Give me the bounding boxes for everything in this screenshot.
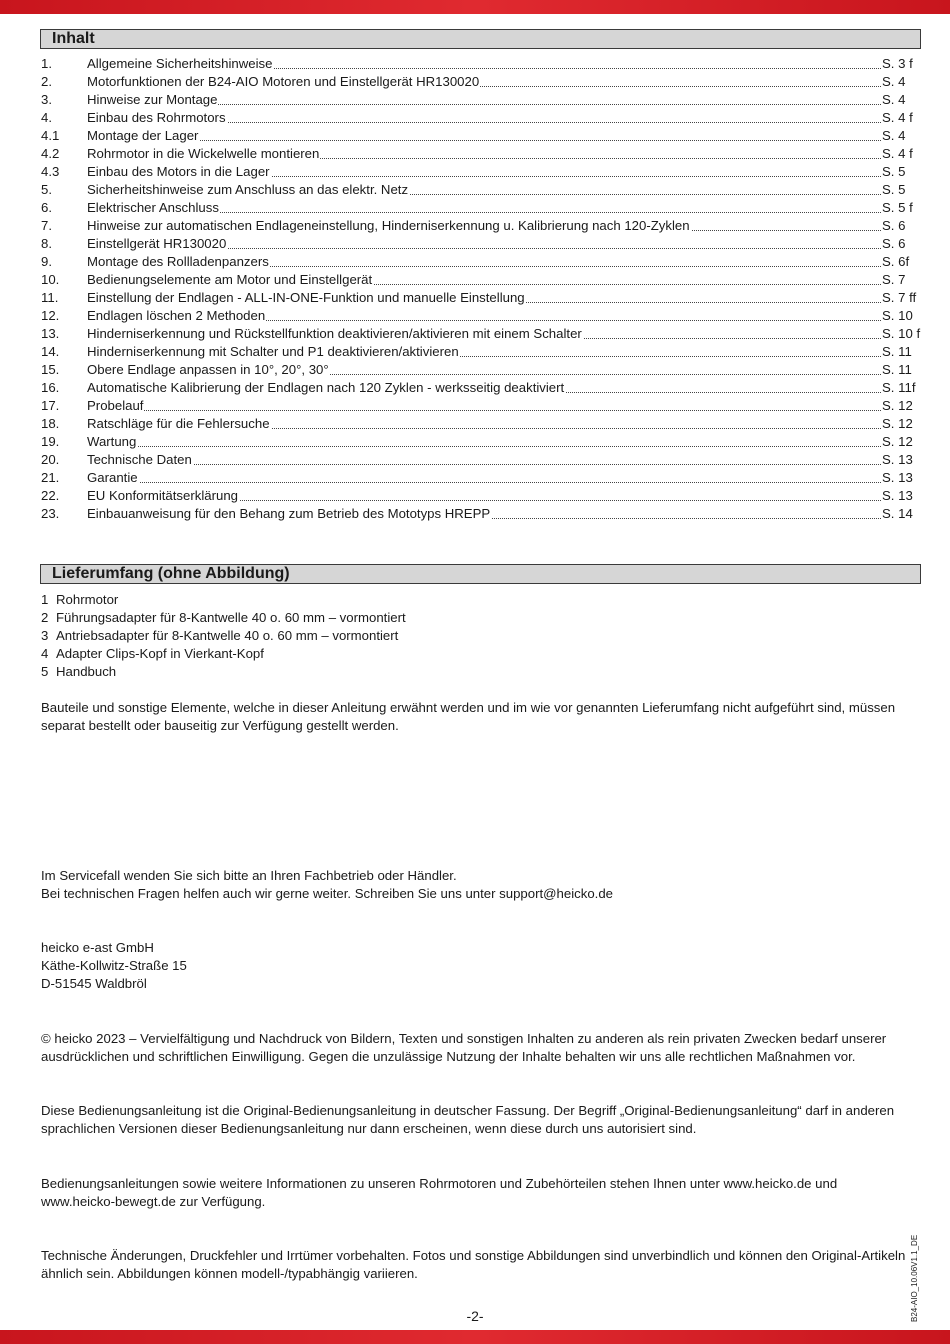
toc-entry-title: Sicherheitshinweise zum Anschluss an das elektr. Netz xyxy=(87,181,881,199)
toc-entry-number: 23. xyxy=(41,506,60,521)
toc-entry-number: 6. xyxy=(41,200,52,215)
toc-entry-page: S. 13 xyxy=(882,488,913,503)
toc-entry-title: EU Konformitätserklärung xyxy=(87,487,881,505)
toc-entry-page: S. 6 xyxy=(882,218,906,233)
toc-entry-number: 21. xyxy=(41,470,60,485)
scope-item xyxy=(41,627,406,645)
toc-entry xyxy=(41,469,921,487)
scope-item-text: Adapter Clips-Kopf in Vierkant-Kopf xyxy=(56,646,264,661)
toc-entry-number: 4. xyxy=(41,110,52,125)
toc-entry-title: Automatische Kalibrierung der Endlagen nach 120 Zyklen - werksseitig deaktiviert xyxy=(87,379,881,397)
toc-entry-title: Einbau des Motors in die Lager xyxy=(87,163,881,181)
scope-item-text: Antriebsadapter für 8-Kantwelle 40 o. 60 mm – vormontiert xyxy=(56,628,399,643)
scope-item-number: 1 xyxy=(41,592,49,607)
toc-entry-number: 15. xyxy=(41,362,60,377)
table-of-contents xyxy=(41,55,921,523)
toc-entry-number: 2. xyxy=(41,74,52,89)
copyright-line: © heicko 2023 – Vervielfältigung und Nachdruck von Bildern, Texten und sonstigen Inhalten zu anderen als rein privaten Zwecken bedarf unserer xyxy=(41,1031,887,1046)
scope-item xyxy=(41,609,406,627)
document-code-text: B24-AIO_10.06V1.1_DE xyxy=(910,1234,919,1322)
toc-entry xyxy=(41,235,921,253)
toc-entry-number: 18. xyxy=(41,416,60,431)
toc-entry xyxy=(41,379,921,397)
scope-item-text: Rohrmotor xyxy=(56,592,119,607)
toc-entry-page: S. 12 xyxy=(882,416,913,431)
toc-entry-title: Hinweise zur automatischen Endlageneinstellung, Hinderniserkennung u. Kalibrierung nach 120-Zyklen xyxy=(87,217,881,235)
toc-entry xyxy=(41,361,921,379)
scope-item xyxy=(41,591,406,609)
toc-entry-title: Garantie xyxy=(87,469,881,487)
copyright-line: ausdrücklichen und schriftlichen Einwilligung. Gegen die unzulässige Nutzung der Inhalte behalten wir uns alle rechtlichen Maßnahmen vor. xyxy=(41,1049,856,1064)
scope-item-text: Handbuch xyxy=(56,664,117,679)
original-notice-line: Diese Bedienungsanleitung ist die Original-Bedienungsanleitung in deutscher Fassung. Der Begriff „Original-Bedienungsanleitung“ darf in anderen xyxy=(41,1103,895,1118)
scope-item-number: 2 xyxy=(41,610,49,625)
toc-entry-number: 4.2 xyxy=(41,146,60,161)
toc-entry-title: Einbauanweisung für den Behang zum Betrieb des Mototyps HREPP xyxy=(87,505,881,523)
toc-entry-page: S. 13 xyxy=(882,470,913,485)
scope-item-number: 5 xyxy=(41,664,49,679)
toc-entry xyxy=(41,271,921,289)
toc-entry xyxy=(41,307,921,325)
toc-entry-page: S. 10 xyxy=(882,308,913,323)
toc-entry xyxy=(41,163,921,181)
top-red-band xyxy=(0,0,950,14)
toc-entry-page: S. 6 xyxy=(882,236,906,251)
toc-entry xyxy=(41,73,921,91)
toc-entry-page: S. 13 xyxy=(882,452,913,467)
toc-entry-page: S. 4 f xyxy=(882,110,913,125)
toc-entry-title: Einbau des Rohrmotors xyxy=(87,109,881,127)
toc-entry-title: Hinweise zur Montage xyxy=(87,91,881,109)
scope-list xyxy=(41,591,406,681)
page-number: -2- xyxy=(466,1308,484,1324)
service-paragraph xyxy=(41,867,911,903)
scope-item-number: 3 xyxy=(41,628,49,643)
scope-note-line: Bauteile und sonstige Elemente, welche in dieser Anleitung erwähnt werden und im wie vor genannten Lieferumfang nicht aufgeführt sind, müssen xyxy=(41,700,896,715)
toc-entry-page: S. 12 xyxy=(882,398,913,413)
toc-entry xyxy=(41,91,921,109)
scope-item xyxy=(41,663,406,681)
toc-entry-title: Technische Daten xyxy=(87,451,881,469)
toc-entry-number: 8. xyxy=(41,236,52,251)
toc-entry-page: S. 14 xyxy=(882,506,913,521)
toc-entry-page: S. 11 xyxy=(882,362,912,377)
toc-entry-number: 13. xyxy=(41,326,60,341)
original-notice-paragraph xyxy=(41,1102,911,1138)
toc-entry-page: S. 7 xyxy=(882,272,906,287)
copyright-paragraph xyxy=(41,1030,911,1066)
scope-item xyxy=(41,645,406,663)
toc-entry-number: 19. xyxy=(41,434,60,449)
toc-entry-title: Wartung xyxy=(87,433,881,451)
toc-entry-page: S. 5 f xyxy=(882,200,913,215)
scope-note xyxy=(41,699,911,735)
scope-item-text: Führungsadapter für 8-Kantwelle 40 o. 60 mm – vormontiert xyxy=(56,610,406,625)
toc-entry xyxy=(41,289,921,307)
toc-entry-number: 17. xyxy=(41,398,60,413)
toc-entry-title: Einstellung der Endlagen - ALL-IN-ONE-Funktion und manuelle Einstellung xyxy=(87,289,881,307)
toc-entry-page: S. 5 xyxy=(882,164,906,179)
toc-entry-title: Endlagen löschen 2 Methoden xyxy=(87,307,881,325)
toc-entry-number: 10. xyxy=(41,272,60,287)
scope-item-number: 4 xyxy=(41,646,49,661)
toc-entry-title: Bedienungselemente am Motor und Einstellgerät xyxy=(87,271,881,289)
toc-entry-number: 7. xyxy=(41,218,52,233)
toc-entry-page: S. 11 xyxy=(882,344,912,359)
toc-entry xyxy=(41,325,921,343)
toc-entry xyxy=(41,415,921,433)
disclaimer-line: ähnlich sein. Abbildungen können modell-/typabhängig variieren. xyxy=(41,1266,418,1281)
toc-entry xyxy=(41,109,921,127)
toc-entry-page: S. 4 f xyxy=(882,146,913,161)
toc-entry xyxy=(41,397,921,415)
scope-note-line: separat bestellt oder bauseitig zur Verfügung gestellt werden. xyxy=(41,718,399,733)
toc-entry xyxy=(41,451,921,469)
scope-heading: Lieferumfang (ohne Abbildung) xyxy=(40,564,921,584)
toc-entry-page: S. 7 ff xyxy=(882,290,917,305)
toc-entry xyxy=(41,343,921,361)
info-line: Bedienungsanleitungen sowie weitere Informationen zu unseren Rohrmotoren und Zubehörteilen stehen Ihnen unter www.heicko.de und xyxy=(41,1176,838,1191)
toc-entry xyxy=(41,181,921,199)
toc-entry xyxy=(41,217,921,235)
toc-entry-title: Probelauf xyxy=(87,397,881,415)
toc-entry xyxy=(41,145,921,163)
toc-entry-number: 20. xyxy=(41,452,60,467)
toc-entry-page: S. 10 f xyxy=(882,326,921,341)
bottom-red-band xyxy=(0,1330,950,1344)
toc-entry-page: S. 4 xyxy=(882,128,906,143)
toc-entry xyxy=(41,433,921,451)
toc-entry-number: 5. xyxy=(41,182,52,197)
toc-entry xyxy=(41,487,921,505)
toc-entry xyxy=(41,127,921,145)
service-line: Im Servicefall wenden Sie sich bitte an Ihren Fachbetrieb oder Händler. xyxy=(41,868,457,883)
toc-entry-title: Hinderniserkennung mit Schalter und P1 deaktivieren/aktivieren xyxy=(87,343,881,361)
toc-entry-number: 9. xyxy=(41,254,52,269)
company-name: heicko e-ast GmbH xyxy=(41,940,154,955)
toc-entry xyxy=(41,253,921,271)
toc-entry-title: Elektrischer Anschluss xyxy=(87,199,881,217)
toc-entry-page: S. 11f xyxy=(882,380,916,395)
toc-entry-title: Ratschläge für die Fehlersuche xyxy=(87,415,881,433)
toc-entry xyxy=(41,199,921,217)
toc-entry-number: 4.1 xyxy=(41,128,60,143)
company-street: Käthe-Kollwitz-Straße 15 xyxy=(41,958,187,973)
toc-entry-number: 16. xyxy=(41,380,60,395)
info-paragraph xyxy=(41,1175,911,1211)
original-notice-line: sprachlichen Versionen dieser Bedienungsanleitung nur dann erscheinen, wenn diese durch uns autorisiert sind. xyxy=(41,1121,697,1136)
disclaimer-paragraph xyxy=(41,1247,911,1283)
toc-entry-page: S. 12 xyxy=(882,434,913,449)
toc-entry-page: S. 3 f xyxy=(882,56,913,71)
toc-entry-page: S. 5 xyxy=(882,182,906,197)
toc-entry-title: Obere Endlage anpassen in 10°, 20°, 30° xyxy=(87,361,881,379)
toc-entry-page: S. 6f xyxy=(882,254,910,269)
toc-entry-page: S. 4 xyxy=(882,74,906,89)
info-line: www.heicko-bewegt.de zur Verfügung. xyxy=(41,1194,266,1209)
toc-entry xyxy=(41,505,921,523)
toc-entry-number: 22. xyxy=(41,488,60,503)
toc-entry-title: Motorfunktionen der B24-AIO Motoren und Einstellgerät HR130020 xyxy=(87,73,881,91)
company-address xyxy=(41,939,911,993)
toc-entry-title: Rohrmotor in die Wickelwelle montieren xyxy=(87,145,881,163)
toc-entry-title: Allgemeine Sicherheitshinweise xyxy=(87,55,881,73)
toc-entry-number: 1. xyxy=(41,56,52,71)
company-city: D-51545 Waldbröl xyxy=(41,976,147,991)
toc-entry xyxy=(41,55,921,73)
toc-entry-number: 12. xyxy=(41,308,60,323)
toc-entry-page: S. 4 xyxy=(882,92,906,107)
toc-entry-title: Montage des Rollladenpanzers xyxy=(87,253,881,271)
toc-entry-title: Hinderniserkennung und Rückstellfunktion deaktivieren/aktivieren mit einem Schalter xyxy=(87,325,881,343)
toc-entry-number: 4.3 xyxy=(41,164,60,179)
toc-entry-title: Einstellgerät HR130020 xyxy=(87,235,881,253)
toc-entry-number: 3. xyxy=(41,92,52,107)
toc-heading: Inhalt xyxy=(40,29,921,49)
toc-entry-number: 11. xyxy=(41,290,59,305)
toc-entry-number: 14. xyxy=(41,344,60,359)
disclaimer-line: Technische Änderungen, Druckfehler und Irrtümer vorbehalten. Fotos und sonstige Abbildungen sind unverbindlich und können den Original-Artikeln xyxy=(41,1248,906,1263)
service-line: Bei technischen Fragen helfen auch wir gerne weiter. Schreiben Sie uns unter support@heicko.de xyxy=(41,886,613,901)
toc-entry-title: Montage der Lager xyxy=(87,127,881,145)
